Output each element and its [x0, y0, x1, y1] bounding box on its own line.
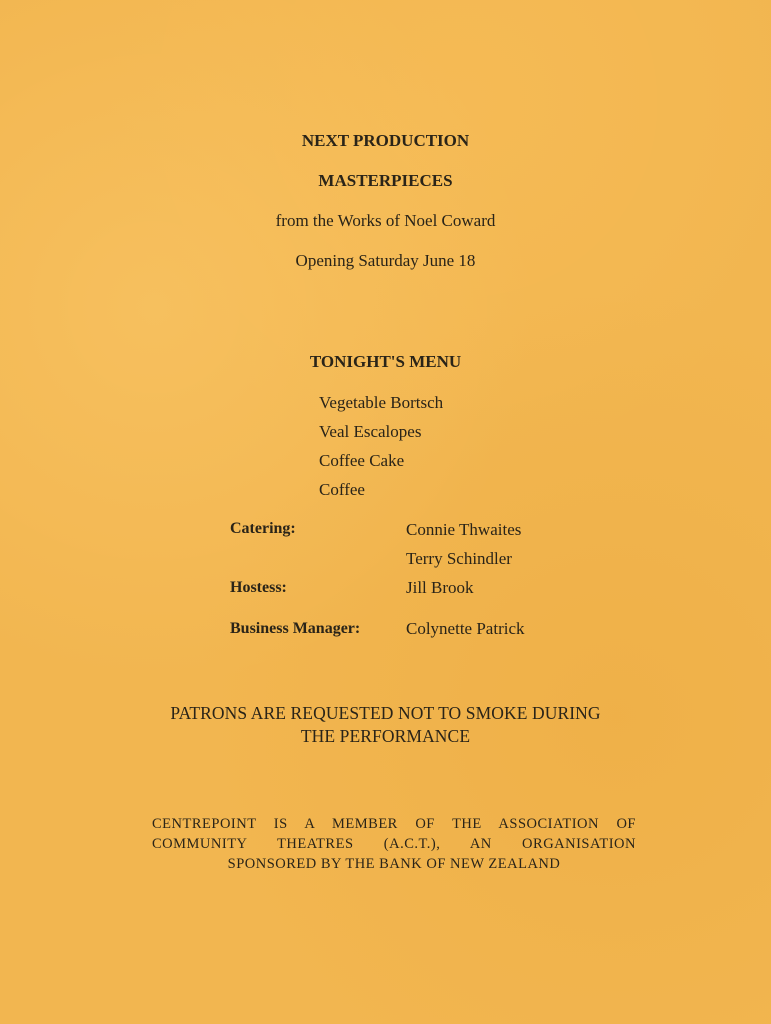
production-subtitle: from the Works of Noel Coward — [275, 211, 496, 230]
membership-statement — [152, 814, 636, 874]
catering-name: Connie Thwaites — [406, 520, 522, 539]
hostess-name: Jill Brook — [406, 578, 474, 597]
no-smoking-notice-line-2: THE PERFORMANCE — [300, 726, 471, 746]
membership-statement-line-1: CENTREPOINT IS A MEMBER OF THE ASSOCIATION OF — [152, 816, 636, 832]
catering-name: Terry Schindler — [406, 549, 512, 568]
menu-item: Vegetable Bortsch — [319, 393, 444, 412]
opening-date: Opening Saturday June 18 — [295, 251, 476, 270]
business-manager-name: Colynette Patrick — [406, 619, 525, 638]
menu-heading: TONIGHT'S MENU — [309, 352, 462, 371]
menu-item: Coffee — [319, 480, 365, 499]
catering-label: Catering: — [230, 520, 296, 537]
membership-statement-line-2: COMMUNITY THEATRES (A.C.T.), AN ORGANISATION — [152, 836, 636, 852]
next-production-heading: NEXT PRODUCTION — [301, 131, 470, 150]
menu-item: Coffee Cake — [319, 451, 405, 470]
business-manager-label: Business Manager: — [230, 620, 361, 637]
menu-item: Veal Escalopes — [319, 422, 422, 441]
production-title: MASTERPIECES — [318, 171, 453, 190]
no-smoking-notice-line-1: PATRONS ARE REQUESTED NOT TO SMOKE DURING — [170, 703, 601, 723]
membership-statement-line-3: SPONSORED BY THE BANK OF NEW ZEALAND — [227, 856, 561, 872]
hostess-label: Hostess: — [230, 579, 287, 596]
